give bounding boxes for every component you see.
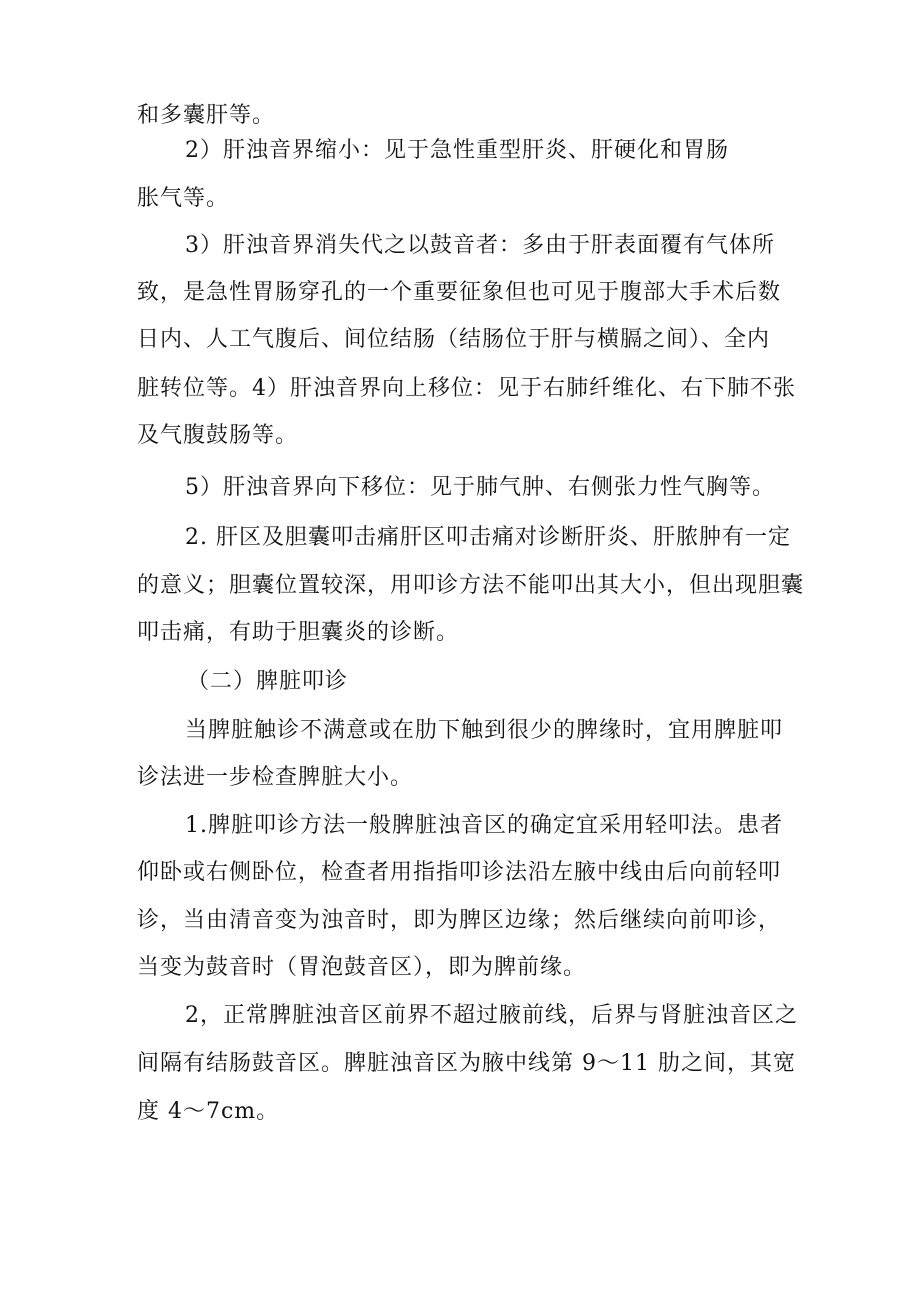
text-line: 的意义；胆囊位置较深，用叩诊方法不能叩出其大小，但出现胆囊 bbox=[137, 573, 805, 598]
text-line: 日内、人工气腹后、间位结肠（结肠位于肝与横膈之间）、全内 bbox=[137, 327, 771, 352]
text-line: 仰卧或右侧卧位，检查者用指指叩诊法沿左腋中线由后向前轻叩 bbox=[137, 860, 782, 885]
text-line: 3）肝浊音界消失代之以鼓音者：多由于肝表面覆有气体所 bbox=[185, 233, 775, 258]
text-line: 1.脾脏叩诊方法一般脾脏浊音区的确定宜采用轻叩法。患者 bbox=[185, 813, 783, 838]
text-line: 5）肝浊音界向下移位：见于肺气肿、右侧张力性气胸等。 bbox=[185, 475, 775, 500]
text-line: 2. 肝区及胆囊叩击痛肝区叩击痛对诊断肝炎、肝脓肿有一定 bbox=[185, 525, 791, 550]
text-line: 度 4～7cm。 bbox=[137, 1099, 280, 1124]
section-heading: （二）脾脏叩诊 bbox=[187, 669, 349, 694]
text-line: 间隔有结肠鼓音区。脾脏浊音区为腋中线第 9～11 肋之间，其宽 bbox=[137, 1051, 796, 1076]
text-line: 和多囊肝等。 bbox=[137, 103, 276, 128]
text-line: 2）肝浊音界缩小：见于急性重型肝炎、肝硬化和胃肠 bbox=[185, 138, 729, 163]
text-line: 叩击痛，有助于胆囊炎的诊断。 bbox=[137, 620, 460, 645]
text-line: 诊法进一步检查脾脏大小。 bbox=[137, 765, 414, 790]
text-line: 脏转位等。4）肝浊音界向上移位：见于右肺纤维化、右下肺不张 bbox=[137, 376, 796, 401]
text-line: 致，是急性胃肠穿孔的一个重要征象但也可见于腹部大手术后数 bbox=[137, 280, 782, 305]
text-line: 诊，当由清音变为浊音时，即为脾区边缘；然后继续向前叩诊， bbox=[137, 908, 782, 933]
text-line: 当变为鼓音时（胃泡鼓音区），即为脾前缘。 bbox=[137, 955, 587, 980]
text-line: 及气腹鼓肠等。 bbox=[137, 423, 299, 448]
text-line: 2，正常脾脏浊音区前界不超过腋前线，后界与肾脏浊音区之 bbox=[185, 1003, 798, 1028]
text-line: 胀气等。 bbox=[137, 186, 230, 211]
text-line: 当脾脏触诊不满意或在肋下触到很少的脾缘时，宜用脾脏叩 bbox=[185, 718, 784, 743]
